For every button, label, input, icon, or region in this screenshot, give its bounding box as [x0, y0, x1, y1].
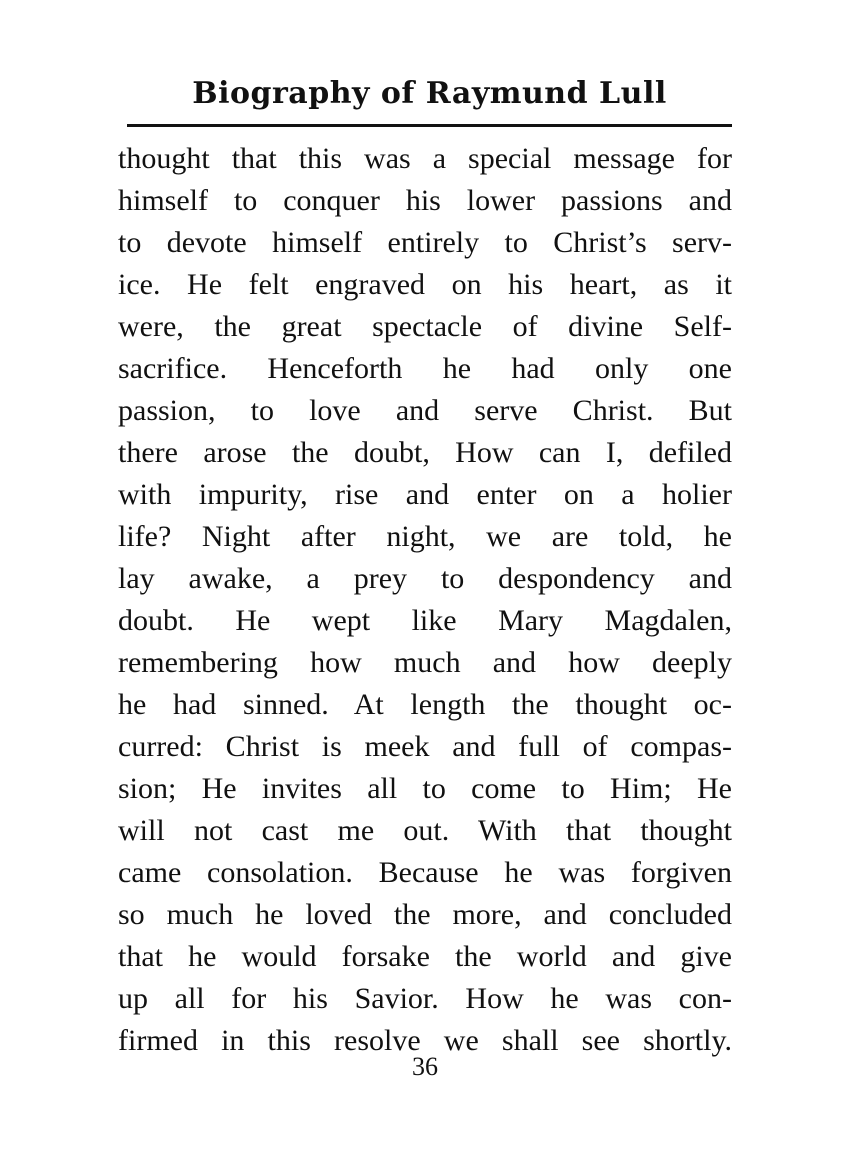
text-line: there arose the doubt, How can I, defiled — [118, 436, 732, 469]
text-line: with impurity, rise and enter on a holier — [118, 478, 732, 511]
header-rule — [127, 124, 732, 127]
text-line: ice. He felt engraved on his heart, as it — [118, 268, 732, 301]
text-line: firmed in this resolve we shall see shortly. — [118, 1024, 732, 1057]
text-line: up all for his Savior. How he was con- — [118, 982, 732, 1015]
text-line: doubt. He wept like Mary Magdalen, — [118, 604, 732, 637]
text-line: will not cast me out. With that thought — [118, 814, 732, 847]
text-line: curred: Christ is meek and full of compas- — [118, 730, 732, 763]
text-line: remembering how much and how deeply — [118, 646, 732, 679]
text-line: came consolation. Because he was forgiven — [118, 856, 732, 889]
text-line: that he would forsake the world and give — [118, 940, 732, 973]
text-line: sion; He invites all to come to Him; He — [118, 772, 732, 805]
text-line: so much he loved the more, and concluded — [118, 898, 732, 931]
body-text — [118, 138, 732, 1062]
page-number: 36 — [412, 1052, 438, 1081]
text-line: himself to conquer his lower passions and — [118, 184, 732, 217]
text-line: lay awake, a prey to despondency and — [118, 562, 732, 595]
text-line: he had sinned. At length the thought oc- — [118, 688, 732, 721]
running-head: Biography of Raymund Lull — [192, 76, 667, 111]
text-line: thought that this was a special message for — [118, 142, 732, 175]
text-line: passion, to love and serve Christ. But — [118, 394, 732, 427]
text-line: life? Night after night, we are told, he — [118, 520, 732, 553]
text-line: were, the great spectacle of divine Self- — [118, 310, 732, 343]
text-line: sacrifice. Henceforth he had only one — [118, 352, 732, 385]
text-line: to devote himself entirely to Christ’s serv- — [118, 226, 732, 259]
